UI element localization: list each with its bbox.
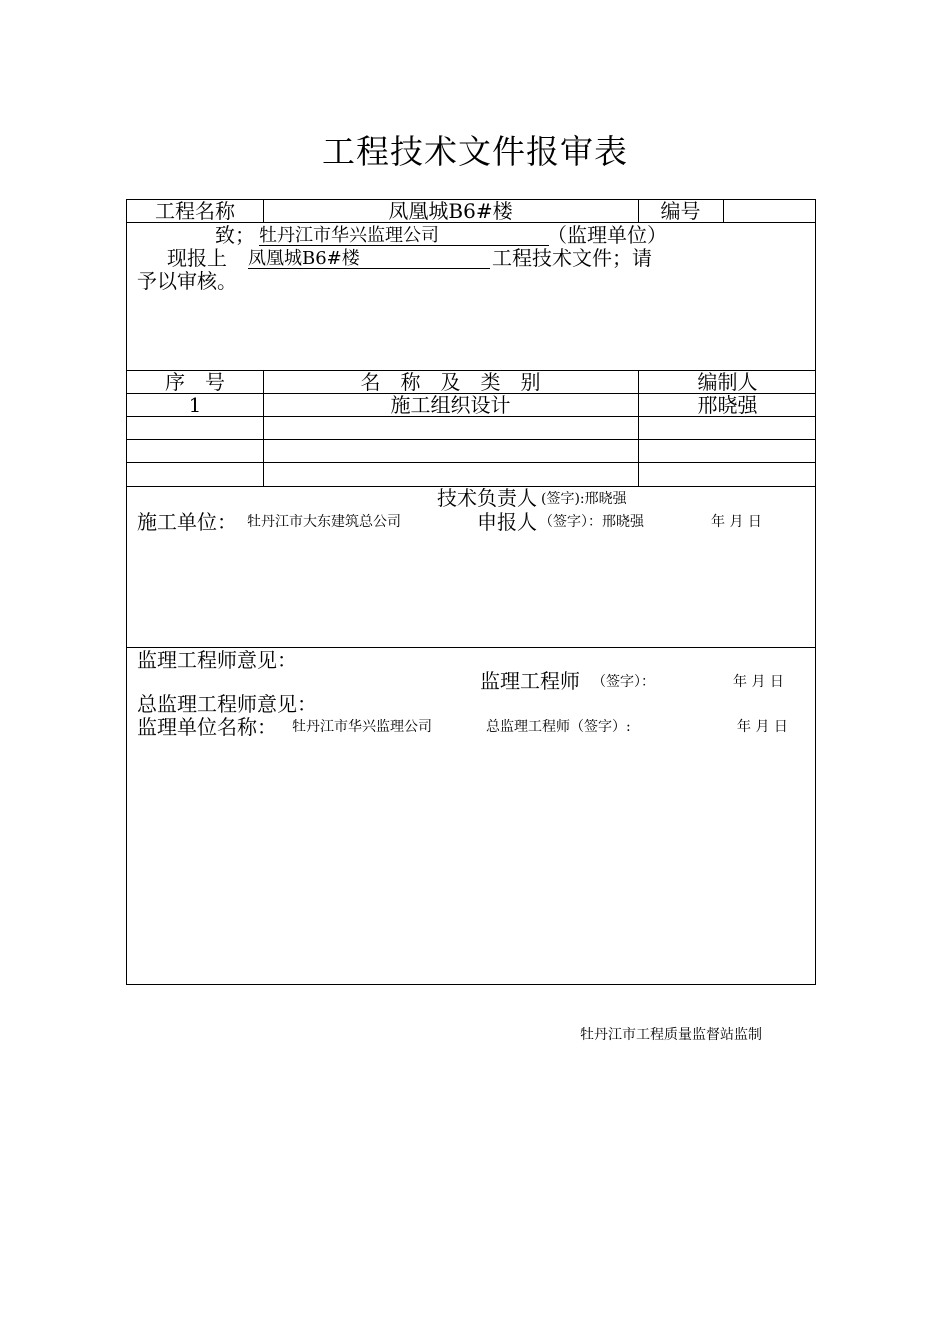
supervision-unit-label: 监理单位名称： [137,715,277,739]
notice-to-company-text: 牡丹江市华兴监理公司 [259,227,549,246]
notice-report-prefix: 现报上 [167,246,227,270]
number-label: 编号 [660,199,701,223]
project-name-label: 工程名称 [155,199,235,223]
divider [723,200,724,222]
review-form [126,199,816,985]
notice-report-project [248,250,490,269]
tech-lead-label: 技术负责人 [437,486,537,510]
notice-to-suffix: （监理单位） [547,223,667,247]
docs-header-name: 名 称 及 类 别 [360,370,541,394]
reporter-label: 申报人 [477,510,537,534]
project-name-value: 凤凰城B6#楼 [388,199,513,223]
engineer-date: 年 月 日 [733,674,784,690]
chief-sign: 总监理工程师（签字）: [486,719,631,735]
notice-to-prefix: 致； [215,223,255,247]
divider [127,462,815,463]
docs-header-seq: 序 号 [165,370,225,394]
construction-unit-label: 施工单位： [137,510,237,534]
notice-report-line2: 予以审核。 [137,269,237,293]
chief-opinion-label: 总监理工程师意见： [137,692,317,716]
notice-to-company [259,227,549,246]
construction-unit-value: 牡丹江市大东建筑总公司 [247,514,401,530]
notice-report-project-text: 凤凰城B6#楼 [248,250,490,269]
table-cell-seq: 1 [188,393,202,417]
footer-note: 牡丹江市工程质量监督站监制 [580,1027,762,1043]
supervision-unit-value: 牡丹江市华兴监理公司 [292,719,432,735]
table-cell-name: 施工组织设计 [390,393,511,417]
tech-lead-sign: (签字):邢晓强 [541,491,627,507]
notice-report-suffix: 工程技术文件；请 [492,246,652,270]
construction-date: 年 月 日 [711,514,762,530]
engineer-label: 监理工程师 [480,669,580,693]
engineer-opinion-label: 监理工程师意见： [137,648,297,672]
chief-date: 年 月 日 [737,719,788,735]
table-cell-author: 邢晓强 [697,393,758,417]
page-title: 工程技术文件报审表 [322,132,628,171]
reporter-sign: （签字）：邢晓强 [539,514,644,530]
divider [127,439,815,440]
engineer-sign: （签字）： [592,674,655,690]
docs-header-author: 编制人 [697,370,758,394]
